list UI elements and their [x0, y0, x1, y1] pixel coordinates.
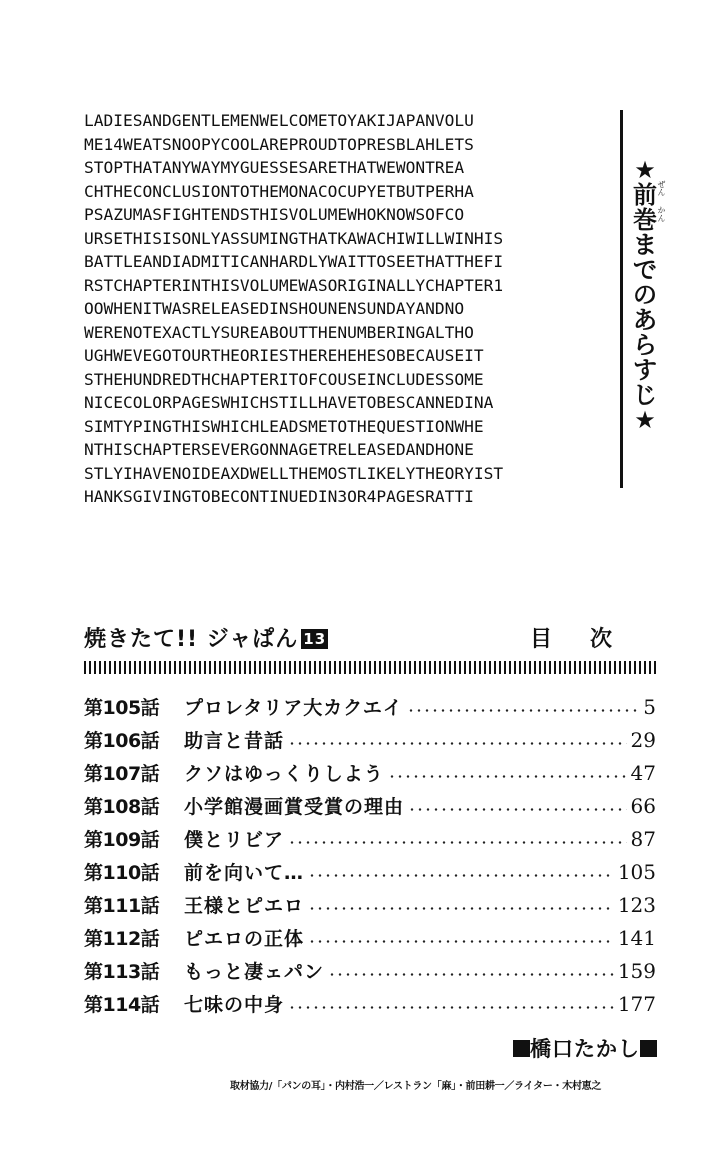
contents-header	[84, 622, 656, 656]
chapter-title: もっと凄ェパン	[184, 961, 325, 983]
chapter-row	[84, 690, 656, 723]
series-title	[84, 622, 328, 653]
chapter-number: 第114話	[84, 994, 160, 1016]
leader-dots	[288, 841, 627, 844]
chapter-row	[84, 723, 656, 756]
leader-dots	[407, 709, 638, 712]
chapter-title: 小学館漫画賞受賞の理由	[184, 796, 405, 818]
chapter-number: 第109話	[84, 829, 160, 851]
chapter-number: 第107話	[84, 763, 160, 785]
chapter-row	[84, 921, 656, 954]
chapter-page: 29	[630, 727, 656, 752]
chapter-page: 5	[643, 694, 656, 719]
synopsis-line: SIMTYPINGTHISWHICHLEADSMETOTHEQUESTIONWHE	[84, 416, 484, 436]
author-text: 橋口たかし	[530, 1037, 640, 1061]
chapter-row	[84, 756, 656, 789]
credits-line: 取材協力/「パンの耳」・内村浩一／レストラン「麻」・前田耕一／ライター・木村恵之	[230, 1081, 602, 1092]
title-char: の	[633, 281, 657, 309]
title-char: で	[633, 256, 657, 284]
square-bullet-icon	[513, 1040, 530, 1057]
synopsis-line: STOPTHATANYWAYMYGUESSESARETHATWEWONTREA	[84, 158, 465, 177]
title-char: あ	[633, 306, 657, 334]
square-bullet-icon	[640, 1040, 657, 1057]
chapter-row	[84, 987, 656, 1020]
chapter-page: 66	[630, 793, 656, 818]
synopsis-line: PSAZUMASFIGHTENDSTHISVOLUMEWHOKNOWSOFCO	[84, 205, 465, 224]
synopsis-line: STLYIHAVENOIDEAXDWELLTHEMOSTLIKELYTHEORYIST	[84, 463, 504, 483]
leader-dots	[388, 775, 627, 778]
chapter-number: 第113話	[84, 961, 160, 983]
chapter-row	[84, 954, 656, 987]
chapter-page: 177	[617, 991, 656, 1016]
title-char: 前	[633, 181, 657, 209]
chapter-page: 141	[617, 925, 656, 950]
vertical-divider	[620, 110, 623, 488]
leader-dots	[288, 742, 627, 745]
star-icon: ★	[634, 156, 656, 184]
chapter-number: 第105話	[84, 697, 160, 719]
star-icon: ★	[634, 406, 656, 434]
chapter-number: 第110話	[84, 862, 160, 884]
title-char: 巻	[633, 206, 657, 234]
synopsis-line: URSETHISISONLYASSUMINGTHATKAWACHIWILLWINHIS	[84, 228, 504, 248]
leader-dots	[288, 1006, 614, 1009]
synopsis-line: STHEHUNDREDTHCHAPTERITOFCOUSEINCLUDESSOME	[84, 369, 484, 389]
title-char: ら	[633, 331, 657, 359]
synopsis-line: OOWHENITWASRELEASEDINSHOUNENSUNDAYANDNO	[84, 299, 465, 318]
chapter-row	[84, 888, 656, 921]
chapter-page: 159	[617, 958, 656, 983]
synopsis-line: LADIESANDGENTLEMENWELCOMETOYAKIJAPANVOLU	[84, 111, 474, 130]
chapter-page: 87	[630, 826, 656, 851]
series-title-text: 焼きたて!! ジャぱん	[84, 627, 299, 652]
leader-dots	[308, 940, 614, 943]
chapter-title: 七味の中身	[184, 994, 285, 1016]
synopsis-line: NTHISCHAPTERSEVERGONNAGETRELEASEDANDHONE	[84, 440, 474, 459]
title-char: じ	[633, 381, 657, 409]
synopsis-line: RSTCHAPTERINTHISVOLUMEWASORIGINALLYCHAPTER1	[84, 275, 504, 295]
furigana-zen: ぜん	[657, 180, 666, 196]
chapter-row	[84, 855, 656, 888]
synopsis-line: UGHWEVEGOTOURTHEORIESTHEREHEHESOBECAUSEIT	[84, 346, 484, 365]
title-char: す	[633, 356, 657, 384]
chapter-title: ピエロの正体	[184, 928, 305, 950]
leader-dots	[408, 808, 627, 811]
synopsis-line: CHTHECONCLUSIONTOTHEMONACOCUPYETBUTPERHA	[84, 181, 474, 201]
synopsis-text	[84, 109, 620, 509]
chapter-number: 第111話	[84, 895, 160, 917]
chapter-title: 僕とリビア	[184, 829, 285, 851]
chapter-title: プロレタリア大カクエイ	[184, 697, 403, 719]
chapter-page: 123	[617, 892, 656, 917]
chapter-number: 第106話	[84, 730, 160, 752]
chapter-title: 助言と昔話	[184, 730, 285, 752]
chapter-title: クソはゆっくりしよう	[184, 763, 384, 785]
contents-heading: 目次	[529, 627, 650, 652]
author-name	[513, 1033, 657, 1063]
chapter-number: 第108話	[84, 796, 160, 818]
title-char: ま	[633, 231, 657, 259]
chapter-page: 105	[617, 859, 656, 884]
chapter-title: 前を向いて…	[184, 862, 305, 884]
synopsis-line: WERENOTEXACTLYSUREABOUTTHENUMBERINGALTHO	[84, 322, 474, 342]
chapter-list	[84, 690, 656, 1020]
furigana-kan: かん	[657, 206, 666, 222]
synopsis-line: ME14WEATSNOOPYCOOLAREPROUDTOPRESBLAHLETS	[84, 134, 474, 154]
chapter-number: 第112話	[84, 928, 160, 950]
leader-dots	[328, 973, 614, 976]
chapter-title: 王様とピエロ	[184, 895, 305, 917]
synopsis-line: NICECOLORPAGESWHICHSTILLHAVETOBESCANNEDINA	[84, 393, 494, 412]
ruler-divider	[84, 661, 656, 674]
chapter-row	[84, 822, 656, 855]
synopsis-line: BATTLEANDIADMITICANHARDLYWAITTOSEETHATTHEFI	[84, 252, 504, 271]
chapter-page: 47	[630, 760, 656, 785]
leader-dots	[308, 907, 614, 910]
volume-badge: 13	[303, 630, 327, 648]
synopsis-line: HANKSGIVINGTOBECONTINUEDIN3OR4PAGESRATTI	[84, 487, 474, 506]
synopsis-vertical-title	[628, 158, 662, 433]
leader-dots	[308, 874, 614, 877]
chapter-row	[84, 789, 656, 822]
